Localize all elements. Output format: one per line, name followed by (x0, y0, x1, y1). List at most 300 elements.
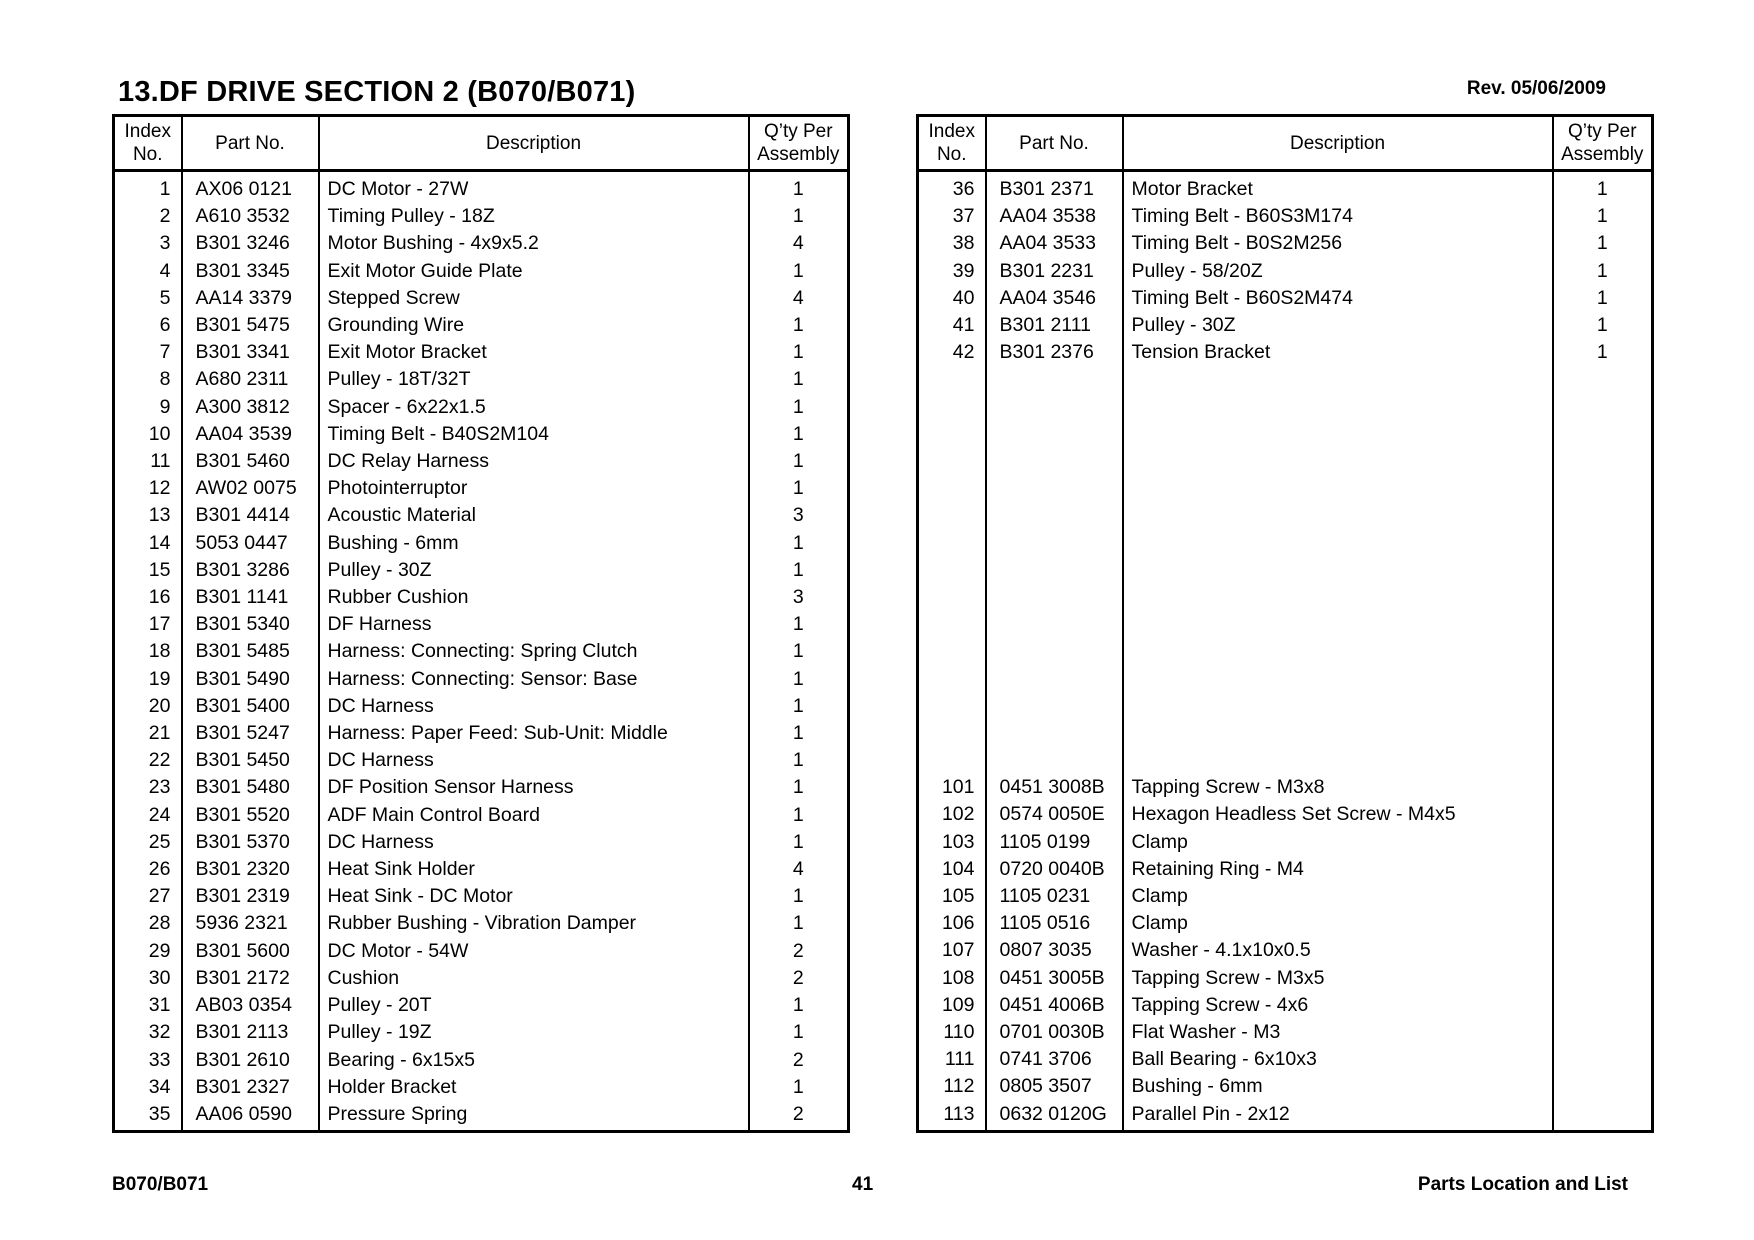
description-cell: Timing Belt - B40S2M104 (319, 421, 749, 448)
description-cell: Timing Pulley - 18Z (319, 203, 749, 230)
index-no-cell: 17 (148, 613, 171, 636)
qty-cell (1553, 720, 1653, 747)
index-no-cell: 112 (943, 1075, 975, 1098)
qty-cell: 1 (749, 530, 849, 557)
table-row (918, 747, 1653, 774)
qty-cell: 3 (749, 584, 849, 611)
description-cell: DC Relay Harness (319, 448, 749, 475)
table-row (918, 992, 1653, 1019)
description-cell: Heat Sink - DC Motor (319, 883, 749, 910)
description-cell: Holder Bracket (319, 1074, 749, 1101)
qty-cell: 1 (749, 1074, 849, 1101)
description-cell (1123, 584, 1553, 611)
description-cell: Bearing - 6x15x5 (319, 1047, 749, 1074)
table-row (114, 339, 849, 366)
table-row (114, 910, 849, 937)
header-qty-per-assembly (1553, 116, 1653, 171)
table-row (918, 829, 1653, 856)
description-cell (1123, 557, 1553, 584)
page-title: 13.DF DRIVE SECTION 2 (B070/B071) (118, 76, 636, 108)
table-row (918, 285, 1653, 312)
table-row (918, 312, 1653, 339)
index-no-cell: 20 (148, 694, 171, 717)
qty-cell (1553, 421, 1653, 448)
part-no-cell: B301 5370 (182, 829, 319, 856)
index-no-cell: 107 (941, 939, 975, 962)
index-no-cell: 36 (952, 178, 975, 200)
description-cell: Spacer - 6x22x1.5 (319, 394, 749, 421)
table-row (918, 421, 1653, 448)
qty-cell (1553, 394, 1653, 421)
index-no-cell: 106 (941, 912, 975, 935)
header-index-line1: Index (928, 121, 975, 142)
table-row (114, 230, 849, 257)
qty-cell: 1 (1553, 285, 1653, 312)
table-row (918, 366, 1653, 393)
description-cell: Tapping Screw - M3x5 (1123, 965, 1553, 992)
table-row (918, 856, 1653, 883)
description-cell: Bushing - 6mm (319, 530, 749, 557)
index-no-cell (918, 693, 986, 720)
description-cell (1123, 665, 1553, 692)
description-cell: Motor Bushing - 4x9x5.2 (319, 230, 749, 257)
table-row (114, 802, 849, 829)
table-row (114, 774, 849, 801)
index-no-cell: 1 (159, 178, 171, 200)
table-row (918, 1073, 1653, 1100)
parts-table-left (112, 114, 850, 1133)
table-row (918, 801, 1653, 828)
table-row (918, 258, 1653, 285)
index-no-cell: 39 (952, 259, 975, 282)
part-no-cell: 5936 2321 (182, 910, 319, 937)
part-no-cell (986, 475, 1123, 502)
description-cell: Clamp (1123, 829, 1553, 856)
index-no-cell: 15 (148, 558, 171, 581)
qty-cell: 1 (1553, 339, 1653, 366)
description-cell: Exit Motor Guide Plate (319, 258, 749, 285)
qty-cell: 1 (749, 557, 849, 584)
part-no-cell: B301 1141 (182, 584, 319, 611)
table-row (114, 312, 849, 339)
part-no-cell (986, 530, 1123, 557)
part-no-cell: AA04 3533 (986, 230, 1123, 257)
description-cell: Pulley - 20T (319, 992, 749, 1019)
table-row (114, 720, 849, 747)
description-cell: Pulley - 19Z (319, 1019, 749, 1046)
description-cell: Clamp (1123, 883, 1553, 910)
header-qty-per-assembly (749, 116, 849, 171)
table-header-row (114, 116, 849, 171)
description-cell (1123, 502, 1553, 529)
table-row (918, 665, 1653, 692)
qty-cell: 1 (749, 910, 849, 937)
part-no-cell: AA04 3546 (986, 285, 1123, 312)
qty-cell (1553, 557, 1653, 584)
description-cell: Harness: Connecting: Spring Clutch (319, 638, 749, 665)
index-no-cell: 33 (148, 1048, 171, 1071)
qty-cell (1553, 856, 1653, 883)
index-no-cell: 103 (941, 830, 975, 853)
qty-cell (1553, 1019, 1653, 1046)
description-cell: ADF Main Control Board (319, 802, 749, 829)
part-no-cell: AB03 0354 (182, 992, 319, 1019)
part-no-cell: B301 5475 (182, 312, 319, 339)
description-cell: DF Position Sensor Harness (319, 774, 749, 801)
table-row (114, 1101, 849, 1132)
table-row (918, 611, 1653, 638)
qty-cell: 2 (749, 1047, 849, 1074)
table-row (114, 366, 849, 393)
index-no-cell: 10 (148, 422, 171, 445)
qty-cell (1553, 992, 1653, 1019)
qty-cell (1553, 366, 1653, 393)
qty-cell: 1 (1553, 312, 1653, 339)
part-no-cell: B301 5490 (182, 666, 319, 693)
table-row (114, 611, 849, 638)
description-cell: DC Motor - 27W (319, 171, 749, 204)
index-no-cell: 24 (148, 803, 171, 826)
revision-date: Rev. 05/06/2009 (1466, 78, 1606, 99)
part-no-cell: B301 2113 (182, 1019, 319, 1046)
qty-cell: 1 (1553, 258, 1653, 285)
table-row (114, 285, 849, 312)
qty-cell: 1 (749, 638, 849, 665)
index-no-cell: 111 (944, 1048, 975, 1071)
description-cell: DC Motor - 54W (319, 938, 749, 965)
part-no-cell: 0807 3035 (986, 937, 1123, 964)
table-row (918, 171, 1653, 204)
description-cell: Pulley - 30Z (1123, 312, 1553, 339)
description-cell (1123, 611, 1553, 638)
part-no-cell: A610 3532 (182, 203, 319, 230)
table-row (114, 1047, 849, 1074)
index-no-cell: 8 (159, 368, 171, 391)
index-no-cell: 35 (148, 1102, 171, 1125)
table-row (918, 394, 1653, 421)
part-no-cell: AA06 0590 (182, 1101, 319, 1132)
index-no-cell: 108 (941, 966, 975, 989)
description-cell (1123, 693, 1553, 720)
table-row (918, 584, 1653, 611)
table-row (114, 965, 849, 992)
part-no-cell: AX06 0121 (182, 171, 319, 204)
header-qty-line2: Assembly (757, 144, 840, 165)
qty-cell (1553, 1046, 1653, 1073)
part-no-cell: 0720 0040B (986, 856, 1123, 883)
table-row (114, 666, 849, 693)
part-no-cell: 0741 3706 (986, 1046, 1123, 1073)
description-cell: Clamp (1123, 910, 1553, 937)
table-row (114, 394, 849, 421)
index-no-cell: 105 (941, 885, 975, 908)
index-no-cell: 6 (159, 314, 171, 337)
table-row (114, 203, 849, 230)
header-index-no (114, 116, 182, 171)
qty-cell (1553, 774, 1653, 801)
index-no-cell (918, 720, 986, 747)
table-row (114, 258, 849, 285)
part-no-cell: B301 5460 (182, 448, 319, 475)
description-cell: Harness: Paper Feed: Sub-Unit: Middle (319, 720, 749, 747)
qty-cell (1553, 1101, 1653, 1132)
header-index-no (918, 116, 986, 171)
qty-cell: 1 (1553, 230, 1653, 257)
index-no-cell (918, 530, 986, 557)
description-cell (1123, 530, 1553, 557)
qty-cell: 1 (749, 366, 849, 393)
part-no-cell: B301 2320 (182, 856, 319, 883)
description-cell: Pressure Spring (319, 1101, 749, 1132)
index-no-cell: 25 (148, 830, 171, 853)
table-row (918, 230, 1653, 257)
index-no-cell: 27 (148, 885, 171, 908)
table-row (918, 557, 1653, 584)
index-no-cell: 7 (159, 341, 171, 364)
qty-cell: 1 (749, 421, 849, 448)
description-cell: Rubber Cushion (319, 584, 749, 611)
description-cell: Exit Motor Bracket (319, 339, 749, 366)
index-no-cell: 40 (952, 286, 975, 309)
index-no-cell (918, 665, 986, 692)
description-cell: DC Harness (319, 747, 749, 774)
description-cell (1123, 720, 1553, 747)
part-no-cell: B301 3345 (182, 258, 319, 285)
part-no-cell: B301 2231 (986, 258, 1123, 285)
part-no-cell: 0805 3507 (986, 1073, 1123, 1100)
qty-cell (1553, 829, 1653, 856)
part-no-cell: B301 4414 (182, 502, 319, 529)
qty-cell: 1 (749, 611, 849, 638)
description-cell: Photointerruptor (319, 475, 749, 502)
index-no-cell: 9 (159, 395, 171, 418)
part-no-cell: B301 5520 (182, 802, 319, 829)
header-part-no: Part No. (986, 116, 1123, 171)
index-no-cell (918, 502, 986, 529)
part-no-cell: 0701 0030B (986, 1019, 1123, 1046)
qty-cell: 2 (749, 938, 849, 965)
description-cell: Grounding Wire (319, 312, 749, 339)
qty-cell (1553, 747, 1653, 774)
description-cell: Tapping Screw - M3x8 (1123, 774, 1553, 801)
description-cell: Timing Belt - B60S3M174 (1123, 203, 1553, 230)
description-cell: Motor Bracket (1123, 171, 1553, 204)
description-cell (1123, 366, 1553, 393)
qty-cell: 1 (749, 339, 849, 366)
part-no-cell: 1105 0516 (986, 910, 1123, 937)
qty-cell: 1 (749, 666, 849, 693)
qty-cell: 1 (749, 312, 849, 339)
part-no-cell: 0451 4006B (986, 992, 1123, 1019)
index-no-cell: 102 (941, 803, 975, 826)
table-row (114, 938, 849, 965)
qty-cell (1553, 693, 1653, 720)
part-no-cell (986, 638, 1123, 665)
qty-cell (1553, 965, 1653, 992)
qty-cell: 1 (749, 747, 849, 774)
description-cell: Tension Bracket (1123, 339, 1553, 366)
qty-cell (1553, 475, 1653, 502)
qty-cell: 1 (749, 258, 849, 285)
description-cell (1123, 421, 1553, 448)
index-no-cell: 104 (941, 857, 975, 880)
qty-cell: 1 (749, 693, 849, 720)
index-no-cell (918, 638, 986, 665)
index-no-cell (918, 747, 986, 774)
qty-cell (1553, 665, 1653, 692)
qty-cell: 1 (749, 394, 849, 421)
part-no-cell (986, 366, 1123, 393)
qty-cell (1553, 448, 1653, 475)
index-no-cell: 21 (148, 722, 171, 745)
table-row (114, 502, 849, 529)
part-no-cell: 0632 0120G (986, 1101, 1123, 1132)
table-row (114, 1074, 849, 1101)
description-cell: Timing Belt - B0S2M256 (1123, 230, 1553, 257)
index-no-cell: 32 (148, 1021, 171, 1044)
part-no-cell: 0451 3005B (986, 965, 1123, 992)
qty-cell: 1 (749, 802, 849, 829)
index-no-cell: 31 (148, 994, 171, 1017)
table-row (114, 530, 849, 557)
header-part-no: Part No. (182, 116, 319, 171)
header-qty-line1: Q’ty Per (1567, 121, 1637, 142)
part-no-cell: 1105 0199 (986, 829, 1123, 856)
qty-cell (1553, 801, 1653, 828)
table-row (114, 829, 849, 856)
table-row (918, 1101, 1653, 1132)
index-no-cell: 101 (941, 776, 975, 799)
table-row (918, 475, 1653, 502)
table-row (918, 720, 1653, 747)
table-row (114, 693, 849, 720)
qty-cell (1553, 1073, 1653, 1100)
table-row (918, 530, 1653, 557)
index-no-cell (918, 394, 986, 421)
table-row (114, 421, 849, 448)
index-no-cell: 12 (148, 477, 171, 500)
qty-cell: 1 (749, 829, 849, 856)
table-row (114, 638, 849, 665)
description-cell: Stepped Screw (319, 285, 749, 312)
part-no-cell (986, 394, 1123, 421)
qty-cell: 1 (749, 448, 849, 475)
index-no-cell: 110 (943, 1021, 975, 1044)
table-row (114, 584, 849, 611)
part-no-cell: B301 2376 (986, 339, 1123, 366)
parts-table-right-body (918, 171, 1653, 1132)
qty-cell: 4 (749, 285, 849, 312)
qty-cell: 1 (749, 1019, 849, 1046)
part-no-cell: 5053 0447 (182, 530, 319, 557)
index-no-cell: 5 (159, 286, 171, 309)
index-no-cell: 16 (148, 586, 171, 609)
index-no-cell (918, 557, 986, 584)
index-no-cell: 109 (941, 993, 975, 1016)
header-index-line1: Index (124, 121, 171, 142)
index-no-cell: 13 (148, 504, 171, 527)
table-row (114, 557, 849, 584)
part-no-cell: B301 2319 (182, 883, 319, 910)
table-row (114, 475, 849, 502)
part-no-cell: 0451 3008B (986, 774, 1123, 801)
index-no-cell: 22 (148, 749, 171, 772)
table-row (918, 339, 1653, 366)
description-cell: Harness: Connecting: Sensor: Base (319, 666, 749, 693)
part-no-cell: B301 2172 (182, 965, 319, 992)
table-row (114, 171, 849, 204)
parts-table-right (916, 114, 1654, 1133)
qty-cell (1553, 584, 1653, 611)
description-cell: DC Harness (319, 693, 749, 720)
description-cell: Pulley - 30Z (319, 557, 749, 584)
qty-cell: 2 (749, 1101, 849, 1132)
description-cell: Heat Sink Holder (319, 856, 749, 883)
description-cell (1123, 638, 1553, 665)
qty-cell: 2 (749, 965, 849, 992)
part-no-cell: B301 3341 (182, 339, 319, 366)
index-no-cell: 28 (148, 912, 171, 935)
part-no-cell: B301 2111 (986, 312, 1123, 339)
table-row (918, 203, 1653, 230)
header-description: Description (319, 116, 749, 171)
part-no-cell: B301 5480 (182, 774, 319, 801)
index-no-cell: 23 (148, 776, 171, 799)
part-no-cell: AA04 3539 (182, 421, 319, 448)
description-cell: Rubber Bushing - Vibration Damper (319, 910, 749, 937)
part-no-cell: A300 3812 (182, 394, 319, 421)
qty-cell: 1 (1553, 171, 1653, 204)
index-no-cell: 29 (148, 939, 171, 962)
index-no-cell (918, 421, 986, 448)
index-no-cell: 26 (148, 858, 171, 881)
table-row (114, 1019, 849, 1046)
part-no-cell: 1105 0231 (986, 883, 1123, 910)
description-cell: Hexagon Headless Set Screw - M4x5 (1123, 801, 1553, 828)
description-cell: Pulley - 58/20Z (1123, 258, 1553, 285)
description-cell (1123, 394, 1553, 421)
index-no-cell: 19 (148, 667, 171, 690)
index-no-cell: 42 (952, 341, 975, 364)
qty-cell: 4 (749, 856, 849, 883)
index-no-cell (918, 366, 986, 393)
part-no-cell: B301 2327 (182, 1074, 319, 1101)
header-qty-line2: Assembly (1561, 144, 1644, 165)
index-no-cell: 34 (148, 1075, 171, 1098)
part-no-cell (986, 421, 1123, 448)
part-no-cell (986, 448, 1123, 475)
table-row (114, 856, 849, 883)
part-no-cell: B301 5247 (182, 720, 319, 747)
index-no-cell: 3 (159, 232, 171, 255)
footer-page-number: 41 (852, 1174, 874, 1195)
description-cell: Flat Washer - M3 (1123, 1019, 1553, 1046)
table-row (114, 883, 849, 910)
table-row (918, 910, 1653, 937)
index-no-cell: 4 (159, 259, 171, 282)
description-cell (1123, 448, 1553, 475)
part-no-cell: AW02 0075 (182, 475, 319, 502)
part-no-cell (986, 557, 1123, 584)
part-no-cell (986, 747, 1123, 774)
table-row (918, 448, 1653, 475)
table-row (918, 937, 1653, 964)
index-no-cell: 2 (159, 205, 171, 228)
part-no-cell: B301 5600 (182, 938, 319, 965)
index-no-cell: 38 (952, 232, 975, 255)
part-no-cell (986, 584, 1123, 611)
header-description: Description (1123, 116, 1553, 171)
